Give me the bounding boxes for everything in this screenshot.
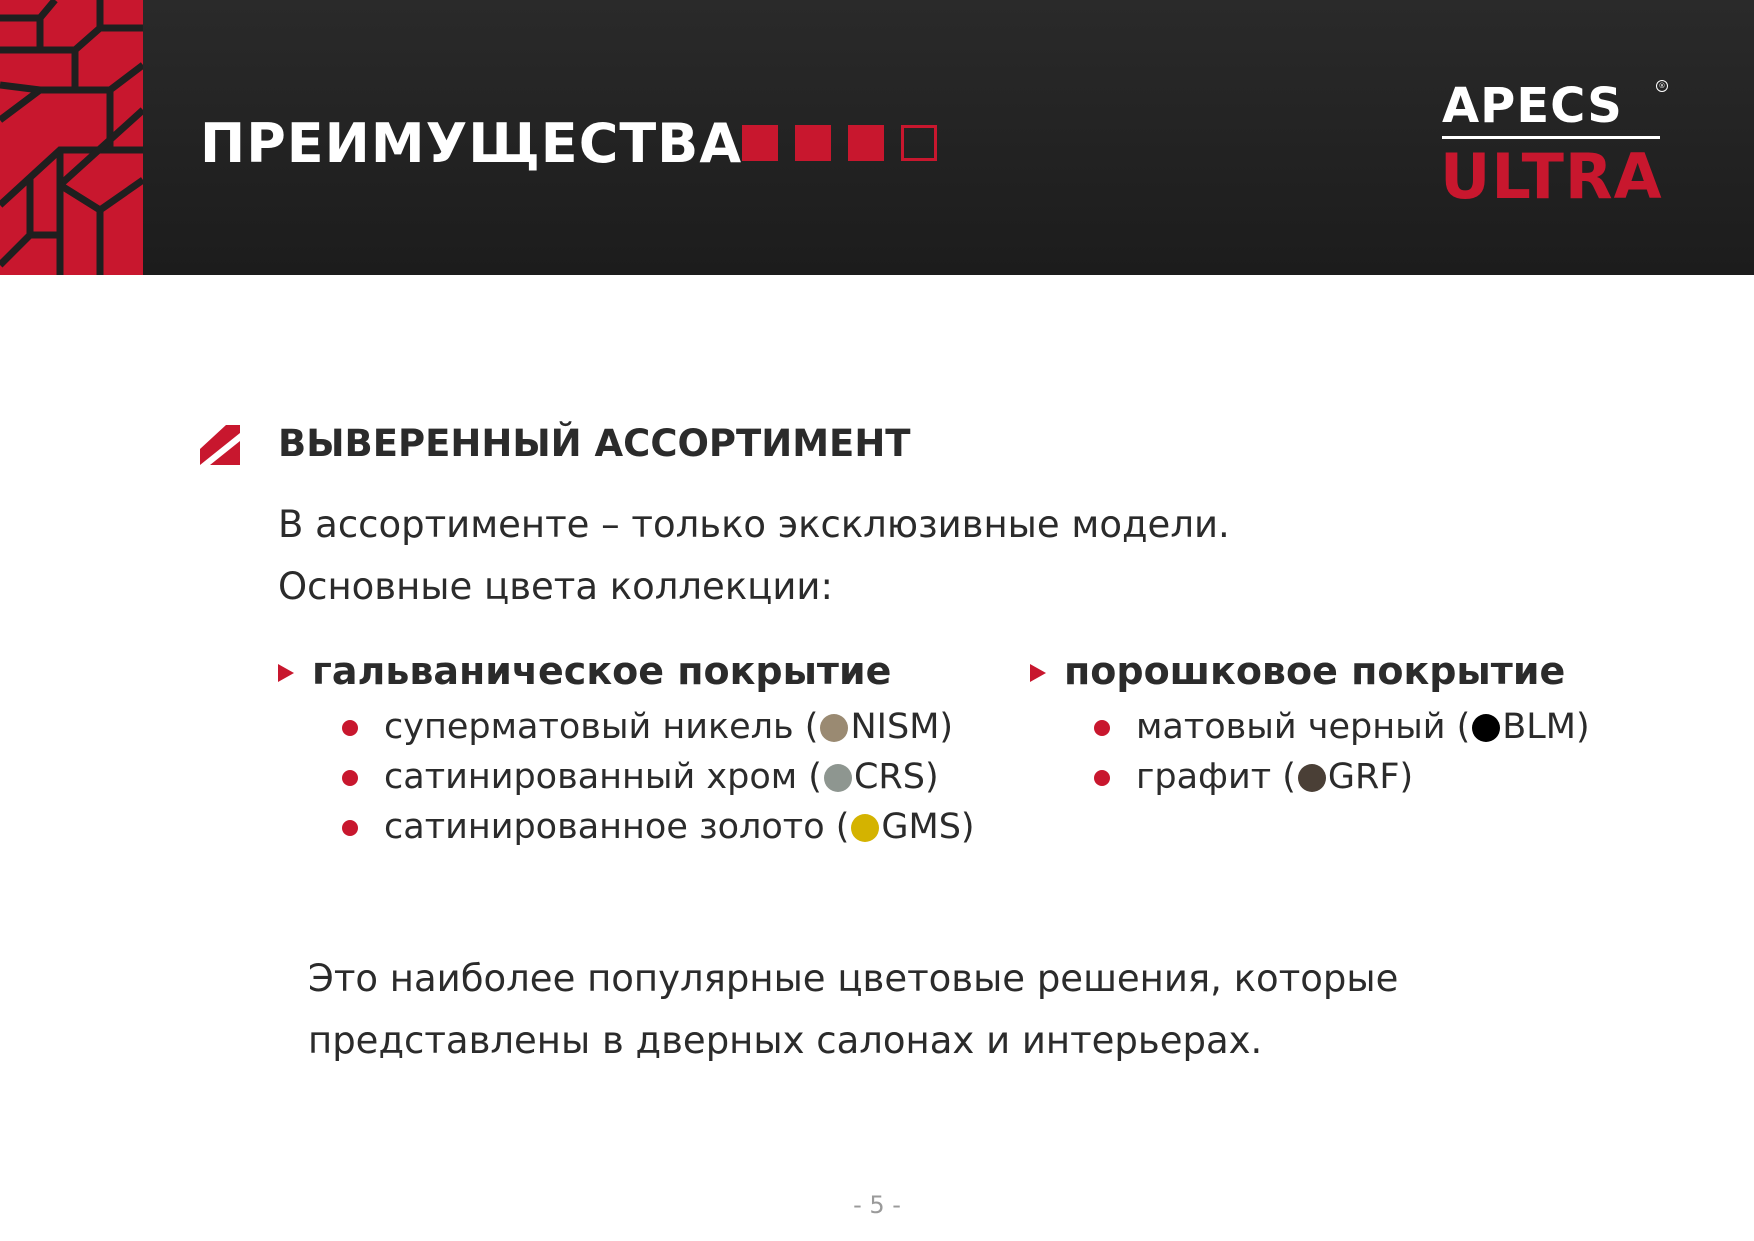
- section-title: ВЫВЕРЕННЫЙ АССОРТИМЕНТ: [278, 422, 911, 465]
- category-heading: [278, 640, 975, 702]
- list-item: [342, 802, 975, 852]
- category-title: гальваническое покрытие: [312, 649, 892, 693]
- list-item: [1094, 702, 1590, 752]
- logo-brand-text: APECS: [1442, 78, 1623, 134]
- note-line: Это наиболее популярные цветовые решения, которые: [308, 957, 1399, 1000]
- item-code: NISM): [850, 707, 954, 747]
- color-list: [1094, 702, 1590, 802]
- brand-logo: [1440, 78, 1670, 213]
- color-swatch: [851, 814, 879, 842]
- decorative-pattern: [0, 0, 143, 275]
- color-swatch: [820, 714, 848, 742]
- list-item: [1094, 752, 1590, 802]
- color-swatch: [1472, 714, 1500, 742]
- triangle-bullet-icon: [278, 664, 294, 682]
- item-label: матовый черный (: [1136, 707, 1471, 747]
- header-banner: [0, 0, 1754, 275]
- category-powder: [1030, 640, 1590, 802]
- list-item: [342, 752, 975, 802]
- item-code: CRS): [853, 757, 939, 797]
- item-label: графит (: [1136, 757, 1296, 797]
- logo-divider: [1442, 136, 1660, 139]
- note-line: представлены в дверных салонах и интерьерах.: [308, 1019, 1263, 1062]
- item-code: BLM): [1502, 707, 1590, 747]
- list-item: [342, 702, 975, 752]
- color-swatch: [824, 764, 852, 792]
- section-marker-icon: [200, 425, 240, 465]
- dot-bullet-icon: [1094, 770, 1110, 786]
- progress-square-filled: [795, 125, 831, 161]
- color-list: [342, 702, 975, 852]
- logo-product-text: ULTRA: [1440, 140, 1663, 213]
- item-label: сатинированное золото (: [384, 807, 850, 847]
- item-label: сатинированный хром (: [384, 757, 822, 797]
- progress-square-empty: [901, 125, 937, 161]
- item-code: GMS): [881, 807, 975, 847]
- item-label: суперматовый никель (: [384, 707, 819, 747]
- dot-bullet-icon: [342, 720, 358, 736]
- registered-mark: ®: [1656, 80, 1668, 92]
- triangle-bullet-icon: [1030, 664, 1046, 682]
- dot-bullet-icon: [1094, 720, 1110, 736]
- page-number: - 5 -: [853, 1191, 901, 1219]
- dot-bullet-icon: [342, 770, 358, 786]
- page-title: ПРЕИМУЩЕСТВА: [200, 112, 743, 175]
- closing-note: [308, 948, 1398, 1072]
- progress-square-filled: [742, 125, 778, 161]
- category-heading: [1030, 640, 1590, 702]
- category-title: порошковое покрытие: [1064, 649, 1566, 693]
- intro-line: Основные цвета коллекции:: [278, 565, 833, 608]
- intro-text: [278, 494, 1230, 618]
- dot-bullet-icon: [342, 820, 358, 836]
- progress-square-filled: [848, 125, 884, 161]
- intro-line: В ассортименте – только эксклюзивные модели.: [278, 503, 1230, 546]
- category-galvanic: [278, 640, 975, 852]
- color-swatch: [1298, 764, 1326, 792]
- item-code: GRF): [1327, 757, 1414, 797]
